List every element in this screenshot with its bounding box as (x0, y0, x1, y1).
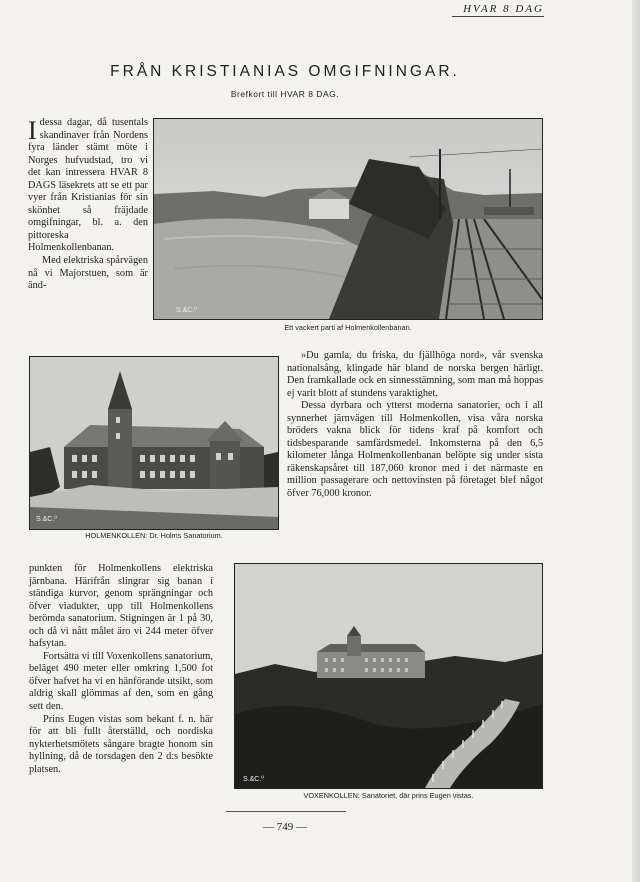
middle-paragraph-2: Dessa dyrbara och ytterst moderna sanatorier, och i all synnerhet järnvägen till Holmenkollen, visa våra norska bröders vakna blick för tidens kraf på komfort och tidsbesparande samfärdsmedel. Inkomsterna på den 6,5 kilometer långa Holmenkollenbanan belöpte sig under sista räkenskapsåret till 187,060 kronor med i det närmaste en million passagerare och nettovinsten på företaget blef något öfver 76,000 kronor. (287, 400, 543, 500)
header-rule (452, 16, 544, 17)
middle-column (287, 350, 543, 501)
lower-paragraph-3: Prins Eugen vistas som bekant f. n. här för att bli fullt återställd, och nordiska nykterhetsmötets sångare bragte honom sin hyllning, då de torsdagen den 2 d:s besökte platsen. (29, 713, 213, 775)
footer-rule (226, 811, 346, 812)
voxenkollen-photo-caption: VOXENKOLLEN: Sanatoriet, där prins Eugen vistas. (303, 791, 474, 800)
page-edge (632, 0, 640, 882)
intro-paragraph-1: dessa dagar, då tusentals skandinaver från Nordens fyra länder stämt möte i Norges hufvudstad, tro vi det kan intressera HVAR 8 DAGS läsekrets att se ett par vyer från Kristianias för sin skönhet så fräjdade omgifningar, bl. a. den pittoreska Holmenkollenbanan. (28, 117, 148, 254)
voxenkollen-photo (234, 563, 543, 789)
photographer-mark: S.&C.º (36, 516, 57, 523)
page-number: — 749 — (263, 821, 307, 833)
drop-cap: I (28, 116, 37, 145)
railway-photo (153, 118, 543, 320)
photographer-mark: S.&C.º (243, 776, 264, 783)
lower-paragraph-1: punkten för Holmenkollens elektriska järnbana. Härifrån slingrar sig banan i ständiga kurvor, genom sprängningar och öfver viadukter, upp till Holmenkollens berömda sanatorium. Stigningen är 1 på 30, och då vi nått målet äro vi 244 meter öfver hafsytan. (29, 563, 213, 650)
holmenkollen-photo (29, 356, 279, 530)
lower-column (29, 563, 213, 776)
lower-paragraph-2: Fortsätta vi till Voxenkollens sanatorium, beläget 490 meter eller omkring 1,500 fot öfver hafvet ha vi en hänförande utsikt, som aldrig skall glömmas af den, som en gång sett den. (29, 650, 213, 713)
middle-paragraph-1: »Du gamla, du friska, du fjällhöga nord», vår svenska nationalsång, klingade här bland de norska bergen härligt. Den framkallade ock en sinnesstämning, som man må hoppas ej varit blott af stundens varaktighet. (287, 350, 543, 399)
holmenkollen-photo-caption: HOLMENKOLLEN: Dr. Holms Sanatorium. (85, 531, 223, 540)
running-header: HVAR 8 DAG (463, 3, 544, 15)
intro-column (28, 117, 148, 293)
intro-paragraph-2: Med elektriska spårvägen nå vi Majorstuen, som är änd- (28, 255, 148, 292)
photographer-mark: S.&C.º (176, 307, 197, 314)
railway-photo-caption: Ett vackert parti af Holmenkollenbanan. (284, 323, 412, 332)
article-title: FRÅN KRISTIANIAS OMGIFNINGAR. (110, 63, 460, 80)
article-subtitle: Brefkort till HVAR 8 DAG. (230, 89, 340, 99)
